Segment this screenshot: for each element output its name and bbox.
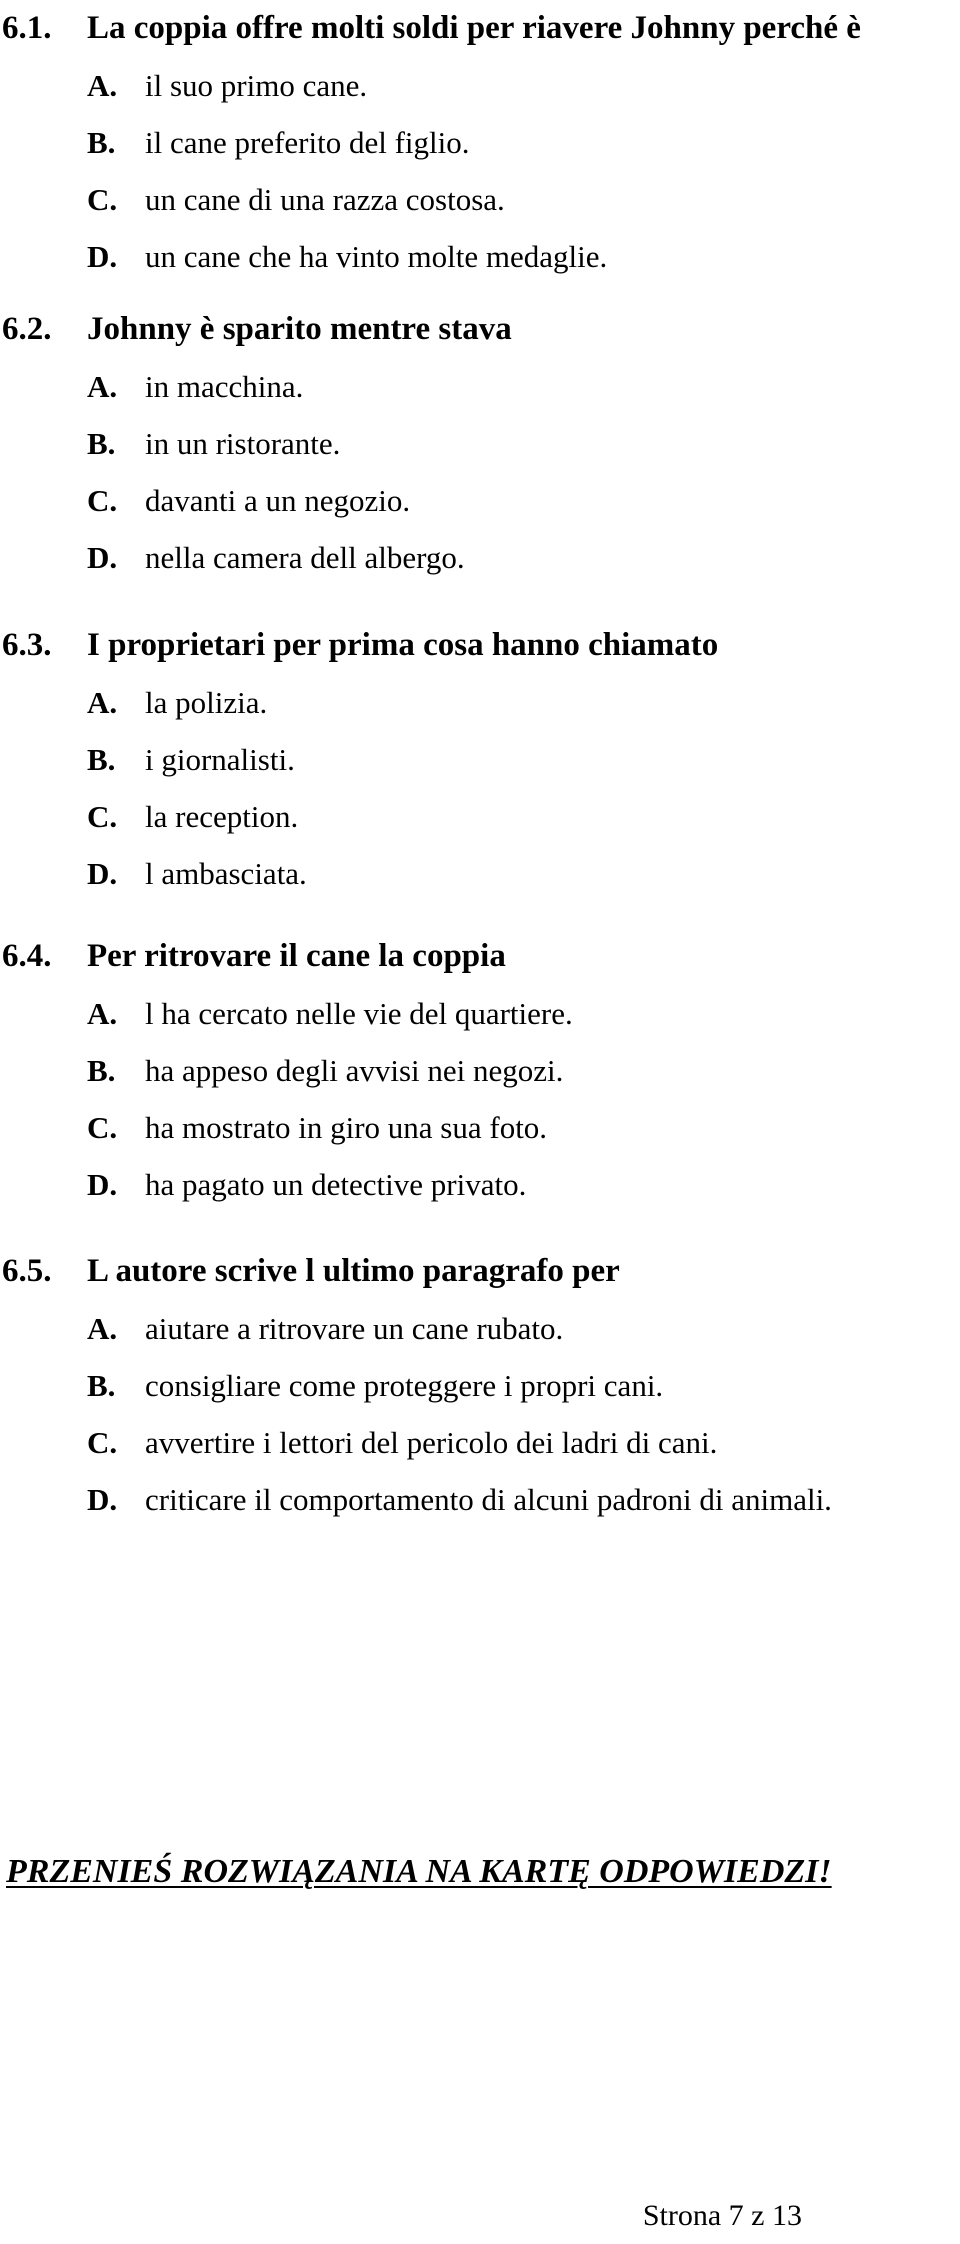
- question-stem: Johnny è sparito mentre stava: [87, 311, 512, 347]
- option-letter: C.: [87, 1425, 118, 1460]
- option-letter: C.: [87, 799, 118, 834]
- answer-option-b: [0, 114, 960, 171]
- option-text: l ambasciata.: [145, 856, 307, 891]
- option-text: la reception.: [145, 799, 299, 834]
- page-number: Strona 7 z 13: [642, 2199, 802, 2232]
- option-letter: B.: [87, 125, 116, 160]
- option-text: ha appeso degli avvisi nei negozi.: [145, 1053, 564, 1088]
- option-text: nella camera dell albergo.: [145, 540, 465, 575]
- question-stem: La coppia offre molti soldi per riavere Johnny perché è: [87, 10, 861, 46]
- question-stem-line: [0, 0, 960, 57]
- option-text: in un ristorante.: [145, 426, 341, 461]
- question-number: 6.4.: [2, 938, 52, 974]
- option-text: un cane che ha vinto molte medaglie.: [145, 239, 608, 274]
- option-letter: B.: [87, 1368, 116, 1403]
- option-text: in macchina.: [145, 369, 304, 404]
- option-letter: D.: [87, 856, 118, 891]
- option-letter: C.: [87, 182, 118, 217]
- option-text: il cane preferito del figlio.: [145, 125, 470, 160]
- answer-option-d: [0, 1471, 960, 1528]
- option-text: davanti a un negozio.: [145, 483, 411, 518]
- option-text: avvertire i lettori del pericolo dei ladri di cani.: [145, 1425, 718, 1460]
- answer-option-a: [0, 57, 960, 114]
- option-text: l ha cercato nelle vie del quartiere.: [145, 996, 573, 1031]
- answer-option-b: [0, 1357, 960, 1414]
- option-text: ha mostrato in giro una sua foto.: [145, 1110, 548, 1145]
- question-stem-line: [0, 301, 960, 358]
- option-text: consigliare come proteggere i propri cani.: [145, 1368, 664, 1403]
- option-letter: D.: [87, 1167, 118, 1202]
- question-6-2: [0, 301, 960, 586]
- option-text: aiutare a ritrovare un cane rubato.: [145, 1311, 564, 1346]
- question-number: 6.2.: [2, 311, 52, 347]
- option-letter: C.: [87, 483, 118, 518]
- answer-option-c: [0, 472, 960, 529]
- answer-option-d: [0, 845, 960, 902]
- question-stem-line: [0, 928, 960, 985]
- option-letter: C.: [87, 1110, 118, 1145]
- option-text: i giornalisti.: [145, 742, 295, 777]
- answer-option-a: [0, 985, 960, 1042]
- answer-option-a: [0, 358, 960, 415]
- question-stem-line: [0, 1243, 960, 1300]
- option-letter: D.: [87, 239, 118, 274]
- option-letter: A.: [87, 685, 118, 720]
- answer-option-d: [0, 529, 960, 586]
- question-number: 6.5.: [2, 1253, 52, 1289]
- question-stem: L autore scrive l ultimo paragrafo per: [87, 1253, 620, 1289]
- answer-option-d: [0, 228, 960, 285]
- option-text: il suo primo cane.: [145, 68, 368, 103]
- answer-option-b: [0, 731, 960, 788]
- option-letter: B.: [87, 1053, 116, 1088]
- option-letter: B.: [87, 426, 116, 461]
- option-text: criticare il comportamento di alcuni padroni di animali.: [145, 1482, 832, 1517]
- transfer-answers-notice: PRZENIEŚ ROZWIĄZANIA NA KARTĘ ODPOWIEDZI!: [6, 1853, 832, 1890]
- question-6-4: [0, 928, 960, 1213]
- question-stem-line: [0, 617, 960, 674]
- option-letter: A.: [87, 68, 118, 103]
- question-6-5: [0, 1243, 960, 1528]
- answer-option-a: [0, 674, 960, 731]
- answer-option-c: [0, 171, 960, 228]
- option-text: ha pagato un detective privato.: [145, 1167, 527, 1202]
- option-letter: A.: [87, 369, 118, 404]
- option-text: la polizia.: [145, 685, 268, 720]
- option-letter: D.: [87, 1482, 118, 1517]
- option-letter: B.: [87, 742, 116, 777]
- option-text: un cane di una razza costosa.: [145, 182, 505, 217]
- option-letter: A.: [87, 1311, 118, 1346]
- question-number: 6.1.: [2, 10, 52, 46]
- answer-option-a: [0, 1300, 960, 1357]
- answer-option-c: [0, 788, 960, 845]
- answer-option-c: [0, 1099, 960, 1156]
- answer-option-c: [0, 1414, 960, 1471]
- answer-option-d: [0, 1156, 960, 1213]
- answer-option-b: [0, 1042, 960, 1099]
- option-letter: A.: [87, 996, 118, 1031]
- question-stem: I proprietari per prima cosa hanno chiamato: [87, 627, 719, 663]
- question-6-3: [0, 617, 960, 902]
- question-number: 6.3.: [2, 627, 52, 663]
- question-6-1: [0, 0, 960, 285]
- question-stem: Per ritrovare il cane la coppia: [87, 938, 506, 974]
- option-letter: D.: [87, 540, 118, 575]
- answer-option-b: [0, 415, 960, 472]
